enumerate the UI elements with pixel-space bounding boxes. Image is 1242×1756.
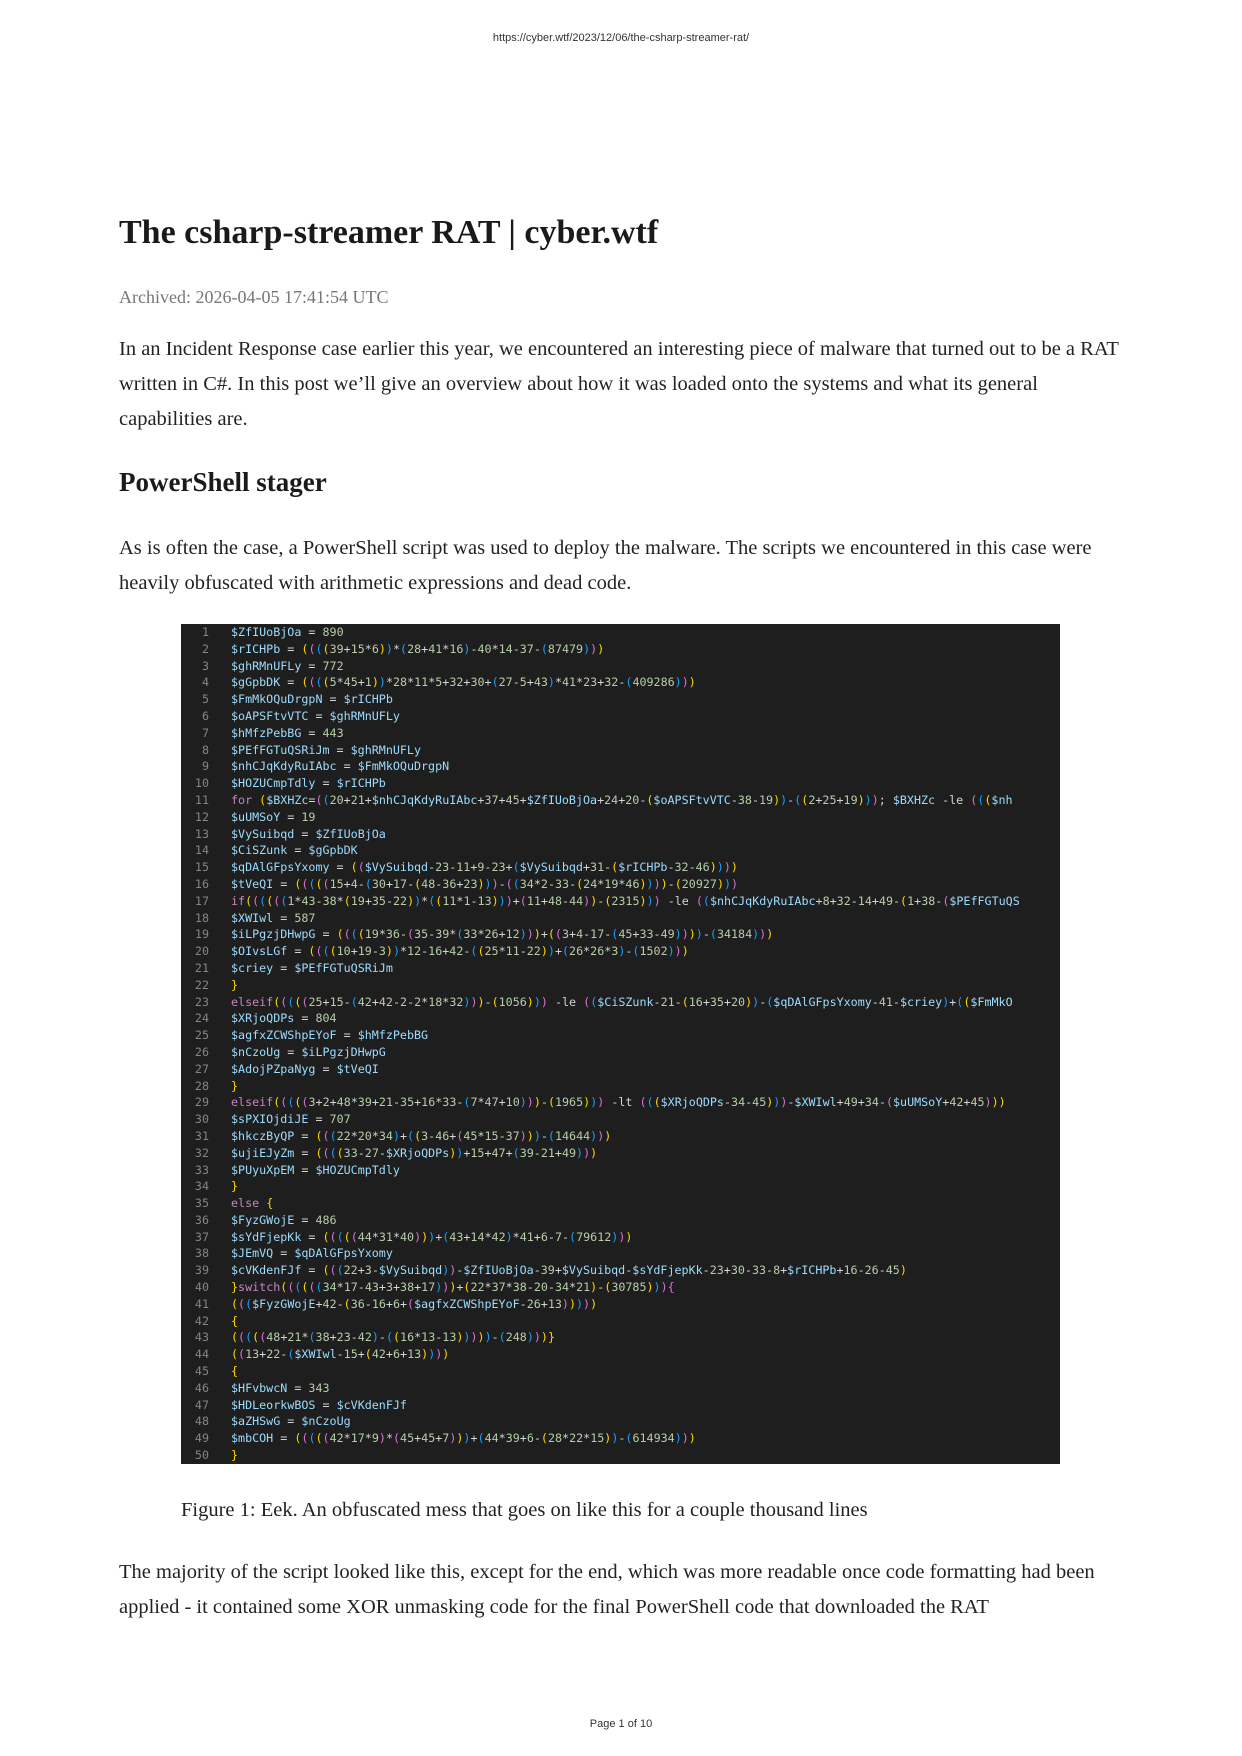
- line-number: 8: [201, 742, 209, 757]
- code-line: [181, 1430, 1060, 1447]
- code-text: $ZfIUoBjOa = 890: [231, 625, 344, 639]
- code-line: [181, 1380, 1060, 1397]
- code-line: [181, 809, 1060, 826]
- code-line: [181, 708, 1060, 725]
- line-number: 49: [194, 1431, 209, 1446]
- code-line: [181, 1162, 1060, 1179]
- code-text: $oAPSFtvVTC = $ghRMnUFLy: [231, 708, 400, 723]
- line-number: 22: [194, 977, 209, 992]
- line-number: 25: [194, 1028, 209, 1043]
- code-line: [181, 1397, 1060, 1414]
- code-text: elseif(((((25+15-(42+42-2-2*18*32)))-(1056))) -le (($CiSZunk-21-(16+35+20))-($qDAlGFpsYxomy-41-$criey)+(($FmMkO: [231, 994, 1013, 1009]
- line-number: 30: [194, 1112, 209, 1127]
- page-number: Page 1 of 10: [589, 1718, 653, 1730]
- line-number: 39: [194, 1263, 209, 1278]
- code-text: $HOZUCmpTdly = $rICHPb: [231, 776, 386, 791]
- line-number: 4: [201, 675, 209, 690]
- code-line: [181, 1296, 1060, 1313]
- code-line: [181, 926, 1060, 943]
- line-number: 31: [194, 1128, 209, 1143]
- code-text: $XRjoQDPs = 804: [231, 1011, 337, 1026]
- line-number: 34: [194, 1179, 209, 1194]
- code-text: $criey = $PEfFGTuQSRiJm: [231, 960, 393, 975]
- line-number: 12: [194, 809, 209, 824]
- line-number: 38: [194, 1246, 209, 1261]
- code-text: }: [231, 977, 239, 992]
- code-text: $CiSZunk = $gGpbDK: [231, 843, 358, 858]
- line-number: 20: [194, 944, 209, 959]
- code-line: [181, 1279, 1060, 1296]
- code-line: [181, 775, 1060, 792]
- figure-caption: Figure 1: Eek. An obfuscated mess that goes on like this for a couple thousand lines: [181, 1499, 868, 1521]
- after-figure-paragraph: The majority of the script looked like this, except for the end, which was more readable once code formatting had been applied - it contained some XOR unmasking code for the final PowerShell code that downloaded the RAT: [119, 1561, 1095, 1618]
- line-number: 47: [194, 1397, 209, 1412]
- code-line: [181, 1313, 1060, 1330]
- code-line: [181, 1061, 1060, 1078]
- line-number: 48: [194, 1414, 209, 1429]
- code-text: $nhCJqKdyRuIAbc = $FmMkOQuDrgpN: [231, 759, 450, 774]
- code-text: $mbCOH = (((((42*17*9)*(45+45+7)))+(44*39+6-(28*22*15))-(614934))): [231, 1431, 696, 1446]
- line-number: 11: [194, 792, 209, 807]
- code-text: $OIvsLGf = ((((10+19-3))*12-16+42-((25*11-22))+(26*26*3)-(1502))): [231, 944, 689, 959]
- line-number: 21: [194, 960, 209, 975]
- code-text: $tVeQI = (((((15+4-(30+17-(48-36+23)))-((34*2-33-(24*19*46))))-(20927))): [231, 876, 739, 891]
- line-number: 40: [194, 1280, 209, 1295]
- code-text: $rICHPb = ((((39+15*6))*(28+41*16)-40*14-37-(87479))): [231, 641, 605, 656]
- line-number: 50: [194, 1448, 209, 1463]
- code-text: $sPXIOjdiJE = 707: [231, 1112, 351, 1127]
- code-text: for ($BXHZc=((20+21+$nhCJqKdyRuIAbc+37+45+$ZfIUoBjOa+24+20-($oAPSFtvVTC-38-19))-((2+25+19))); $BXHZc -le ((($nh: [231, 792, 1013, 807]
- code-line: [181, 842, 1060, 859]
- code-text: $nCzoUg = $iLPgzjDHwpG: [231, 1044, 386, 1059]
- line-number: 2: [201, 641, 209, 656]
- code-text: }switch((((((34*17-43+3+38+17)))+(22*37*38-20-34*21)-(30785))){: [231, 1280, 675, 1295]
- code-line: [181, 641, 1060, 658]
- line-number: 32: [194, 1145, 209, 1160]
- code-text: $qDAlGFpsYxomy = (($VySuibqd-23-11+9-23+($VySuibqd+31-($rICHPb-32-46)))): [231, 860, 738, 875]
- line-number: 14: [194, 843, 209, 858]
- line-number: 37: [194, 1229, 209, 1244]
- code-line: [181, 859, 1060, 876]
- line-number: 24: [194, 1011, 209, 1026]
- code-line: [181, 977, 1060, 994]
- code-line: [181, 943, 1060, 960]
- line-number: 44: [194, 1347, 209, 1362]
- code-text: $JEmVQ = $qDAlGFpsYxomy: [231, 1246, 393, 1261]
- code-line: [181, 1078, 1060, 1095]
- code-line: [181, 624, 1060, 641]
- section-heading: PowerShell stager: [119, 467, 327, 497]
- archived-timestamp: Archived: 2026-04-05 17:41:54 UTC: [119, 287, 389, 307]
- code-line: [181, 1245, 1060, 1262]
- line-number: 27: [194, 1061, 209, 1076]
- line-number: 42: [194, 1313, 209, 1328]
- code-text: {: [231, 1364, 239, 1379]
- code-text: $FmMkOQuDrgpN = $rICHPb: [231, 692, 393, 707]
- code-text: $FyzGWojE = 486: [231, 1212, 337, 1227]
- code-text: $hkczByQP = (((22*20*34)+((3-46+(45*15-37)))-(14644))): [231, 1128, 612, 1143]
- code-text: $uUMSoY = 19: [231, 809, 316, 824]
- code-line: [181, 1447, 1060, 1464]
- code-text: $HDLeorkwBOS = $cVKdenFJf: [231, 1397, 407, 1412]
- code-text: }: [231, 1078, 239, 1093]
- code-text: $aZHSwG = $nCzoUg: [231, 1414, 351, 1429]
- article-title: The csharp-streamer RAT | cyber.wtf: [119, 214, 659, 251]
- code-text: $VySuibqd = $ZfIUoBjOa: [231, 826, 386, 841]
- line-number: 18: [194, 910, 209, 925]
- line-number: 23: [194, 994, 209, 1009]
- line-number: 1: [201, 625, 209, 639]
- code-line: [181, 994, 1060, 1011]
- line-number: 16: [194, 876, 209, 891]
- code-line: [181, 674, 1060, 691]
- line-number: 46: [194, 1380, 209, 1395]
- code-line: [181, 1262, 1060, 1279]
- code-line: [181, 1128, 1060, 1145]
- code-text: $hMfzPebBG = 443: [231, 725, 344, 740]
- code-line: [181, 725, 1060, 742]
- code-text: $iLPgzjDHwpG = ((((19*36-(35-39*(33*26+12)))+((3+4-17-(45+33-49))))-(34184))): [231, 927, 774, 942]
- code-line: [181, 960, 1060, 977]
- line-number: 7: [201, 725, 209, 740]
- line-number: 43: [194, 1330, 209, 1345]
- code-line: [181, 1111, 1060, 1128]
- code-line: [181, 691, 1060, 708]
- line-number: 15: [194, 860, 209, 875]
- line-number: 3: [201, 658, 209, 673]
- code-text: elseif(((((3+2+48*39+21-35+16*33-(7*47+10)))-(1965))) -lt ((($XRjoQDPs-34-45)))-$XWIwl+49+34-($uUMSoY+42+45))): [231, 1095, 1006, 1110]
- code-line: [181, 1363, 1060, 1380]
- code-text: $ujiEJyZm = ((((33-27-$XRjoQDPs))+15+47+(39-21+49))): [231, 1145, 598, 1160]
- line-number: 26: [194, 1044, 209, 1059]
- line-number: 29: [194, 1095, 209, 1110]
- code-line: [181, 1413, 1060, 1430]
- code-line: [181, 1178, 1060, 1195]
- code-text: $AdojPZpaNyg = $tVeQI: [231, 1061, 379, 1076]
- page-url-header: https://cyber.wtf/2023/12/06/the-csharp-streamer-rat/: [492, 32, 750, 44]
- intro-paragraph: In an Incident Response case earlier this year, we encountered an interesting piece of malware that turned out to be a RAT written in C#. In this post we’ll give an overview about how it was loaded onto the systems and what its general capabilities are.: [119, 338, 1119, 430]
- code-line: [181, 1145, 1060, 1162]
- section-paragraph: As is often the case, a PowerShell script was used to deploy the malware. The scripts we encountered in this case were heavily obfuscated with arithmetic expressions and dead code.: [119, 537, 1092, 594]
- code-line: [181, 876, 1060, 893]
- code-line: [181, 1094, 1060, 1111]
- code-text: {: [231, 1313, 239, 1328]
- code-line: [181, 792, 1060, 809]
- code-line: [181, 758, 1060, 775]
- line-number: 10: [194, 776, 209, 791]
- code-text: (((((48+21*(38+23-42)-((16*13-13)))))-(248)))}: [231, 1330, 556, 1345]
- line-number: 9: [201, 759, 209, 774]
- code-line: [181, 1027, 1060, 1044]
- code-text: $HFvbwcN = 343: [231, 1380, 330, 1395]
- code-text: $agfxZCWShpEYoF = $hMfzPebBG: [231, 1028, 429, 1043]
- code-text: }: [231, 1448, 239, 1463]
- code-text: if((((((1*43-38*(19+35-22))*((11*1-13)))+(11+48-44))-(2315))) -le (($nhCJqKdyRuIAbc+8+32-14+49-(1+38-($PEfFGTuQS: [231, 893, 1020, 908]
- code-text: $gGpbDK = ((((5*45+1))*28*11*5+32+30+(27-5+43)*41*23+32-(409286))): [231, 675, 696, 690]
- line-number: 5: [201, 692, 209, 707]
- line-number: 35: [194, 1196, 209, 1211]
- line-number: 19: [194, 927, 209, 942]
- line-number: 41: [194, 1296, 209, 1311]
- code-text: else {: [231, 1196, 274, 1211]
- line-number: 45: [194, 1364, 209, 1379]
- line-number: 36: [194, 1212, 209, 1227]
- code-text: ((($FyzGWojE+42-(36-16+6+($agfxZCWShpEYoF-26+13))))): [231, 1296, 598, 1311]
- code-line: [181, 1195, 1060, 1212]
- code-line: [181, 1329, 1060, 1346]
- code-line: [181, 1346, 1060, 1363]
- code-text: $cVKdenFJf = (((22+3-$VySuibqd))-$ZfIUoBjOa-39+$VySuibqd-$sYdFjepKk-23+30-33-8+$rICHPb+16-26-45): [231, 1263, 907, 1278]
- code-line: [181, 1229, 1060, 1246]
- line-number: 6: [201, 708, 209, 723]
- code-text: $sYdFjepKk = (((((44*31*40)))+(43+14*42)*41+6-7-(79612))): [231, 1229, 633, 1244]
- code-line: [181, 910, 1060, 927]
- code-line: [181, 1212, 1060, 1229]
- code-text: $PEfFGTuQSRiJm = $ghRMnUFLy: [231, 742, 422, 757]
- code-text: $XWIwl = 587: [231, 910, 316, 925]
- code-line: [181, 1044, 1060, 1061]
- code-text: $PUyuXpEM = $HOZUCmpTdly: [231, 1162, 400, 1177]
- code-line: [181, 826, 1060, 843]
- code-line: [181, 893, 1060, 910]
- code-line: [181, 658, 1060, 675]
- line-number: 33: [194, 1162, 209, 1177]
- code-text: $ghRMnUFLy = 772: [231, 658, 344, 673]
- code-line: [181, 742, 1060, 759]
- code-screenshot: [181, 624, 1060, 1464]
- line-number: 28: [194, 1078, 209, 1093]
- code-text: ((13+22-($XWIwl-15+(42+6+13)))): [231, 1347, 450, 1362]
- line-number: 13: [194, 826, 209, 841]
- code-line: [181, 1010, 1060, 1027]
- line-number: 17: [194, 893, 209, 908]
- code-text: }: [231, 1179, 239, 1194]
